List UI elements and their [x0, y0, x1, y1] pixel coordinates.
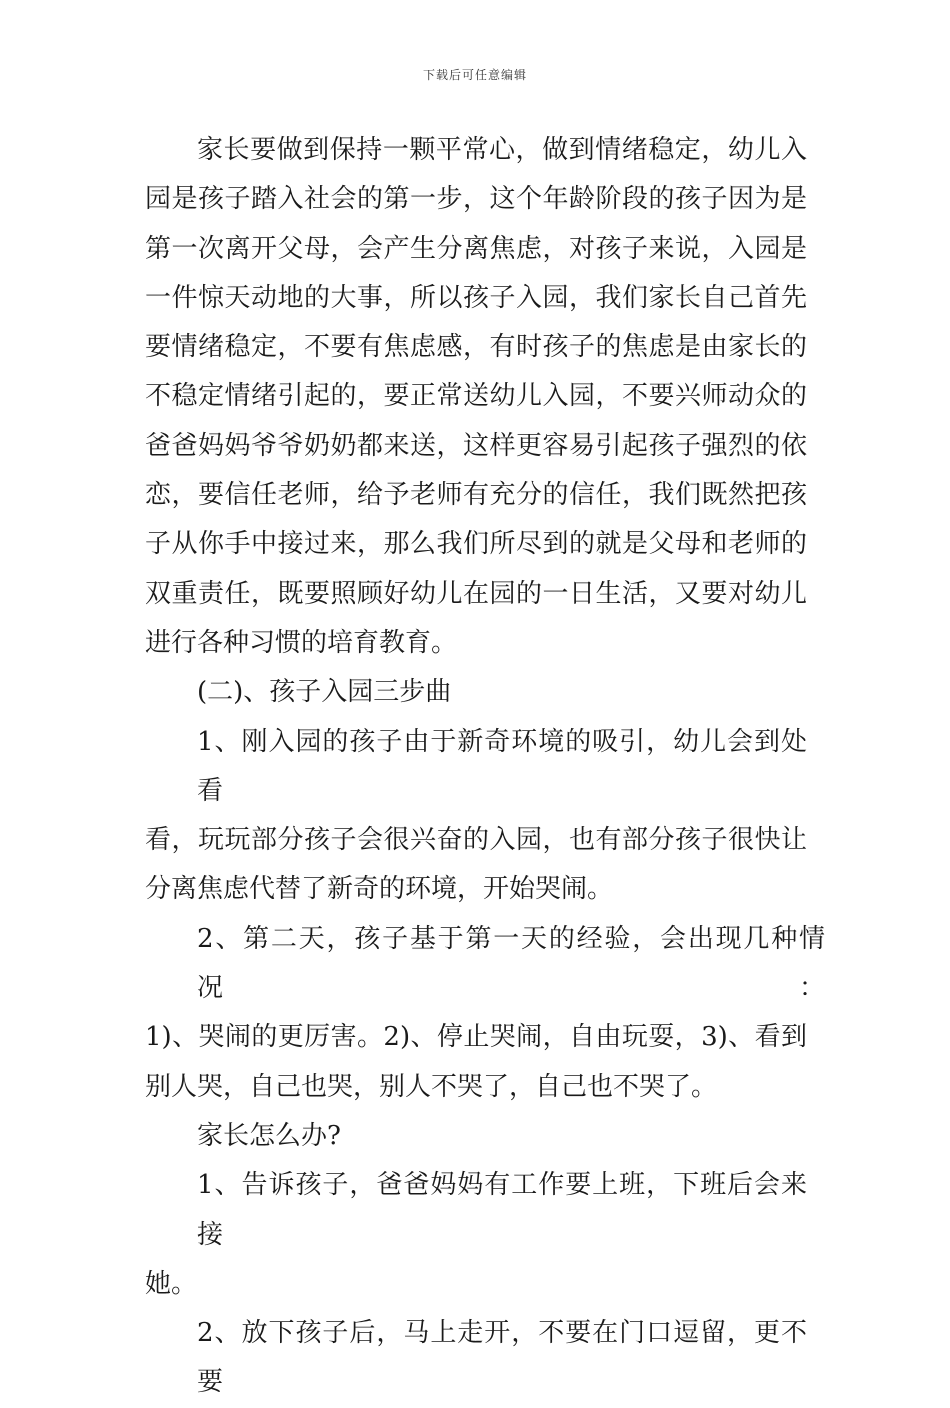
paragraph-parent-emotions: [145, 126, 807, 668]
text-line: 恋，要信任老师，给予老师有充分的信任，我们既然把孩: [145, 480, 807, 511]
text-line: 爸爸妈妈爷爷奶奶都来送，这样更容易引起孩子强烈的依: [145, 430, 807, 461]
text-line: 她。: [145, 1268, 198, 1299]
text-line: 别人哭，自己也哭，别人不哭了，自己也不哭了。: [145, 1071, 718, 1102]
text-line: 1)、哭闹的更厉害。2)、停止哭闹，自由玩耍，3)、看到: [145, 1022, 807, 1053]
text-line: 进行各种习惯的培育教育。: [145, 627, 458, 658]
subheading-what-parents-do: [145, 1112, 807, 1161]
paragraph-step-1: [145, 718, 807, 915]
text-line: 2、第二天，孩子基于第一天的经验，会出现几种情况：: [197, 923, 825, 1004]
text-line: 不稳定情绪引起的，要正常送幼儿入园，不要兴师动众的: [145, 381, 807, 412]
text-line: 第一次离开父母，会产生分离焦虑，对孩子来说，入园是: [145, 233, 807, 264]
text-line: 家长怎么办?: [197, 1120, 341, 1151]
text-line: 园是孩子踏入社会的第一步，这个年龄阶段的孩子因为是: [145, 184, 807, 215]
text-line: 子从你手中接过来，那么我们所尽到的就是父母和老师的: [145, 529, 807, 560]
text-line: 分离焦虑代替了新奇的环境，开始哭闹。: [145, 874, 614, 905]
text-line: 一件惊天动地的大事，所以孩子入园，我们家长自己首先: [145, 282, 807, 313]
text-line: (二)、孩子入园三步曲: [197, 677, 452, 708]
paragraph-tip-1: [145, 1161, 807, 1309]
page-header: 下载后可任意编辑: [422, 68, 527, 82]
text-line: 看，玩玩部分孩子会很兴奋的入园，也有部分孩子很快让: [145, 825, 807, 856]
text-line: 家长要做到保持一颗平常心，做到情绪稳定，幼儿入: [197, 135, 807, 165]
text-line: 1、刚入园的孩子由于新奇环境的吸引，幼儿会到处看: [197, 726, 807, 806]
text-line: 要情绪稳定，不要有焦虑感，有时孩子的焦虑是由家长的: [145, 332, 807, 363]
text-line: 双重责任，既要照顾好幼儿在园的一日生活，又要对幼儿: [145, 578, 807, 609]
paragraph-tip-2: [145, 1309, 807, 1408]
section-heading: [145, 668, 807, 717]
paragraph-step-2: [145, 915, 825, 1112]
document-body: [145, 126, 825, 1408]
text-line: 1、告诉孩子，爸爸妈妈有工作要上班，下班后会来接: [197, 1170, 807, 1250]
text-line: 2、放下孩子后，马上走开，不要在门口逗留，更不要: [197, 1318, 807, 1398]
